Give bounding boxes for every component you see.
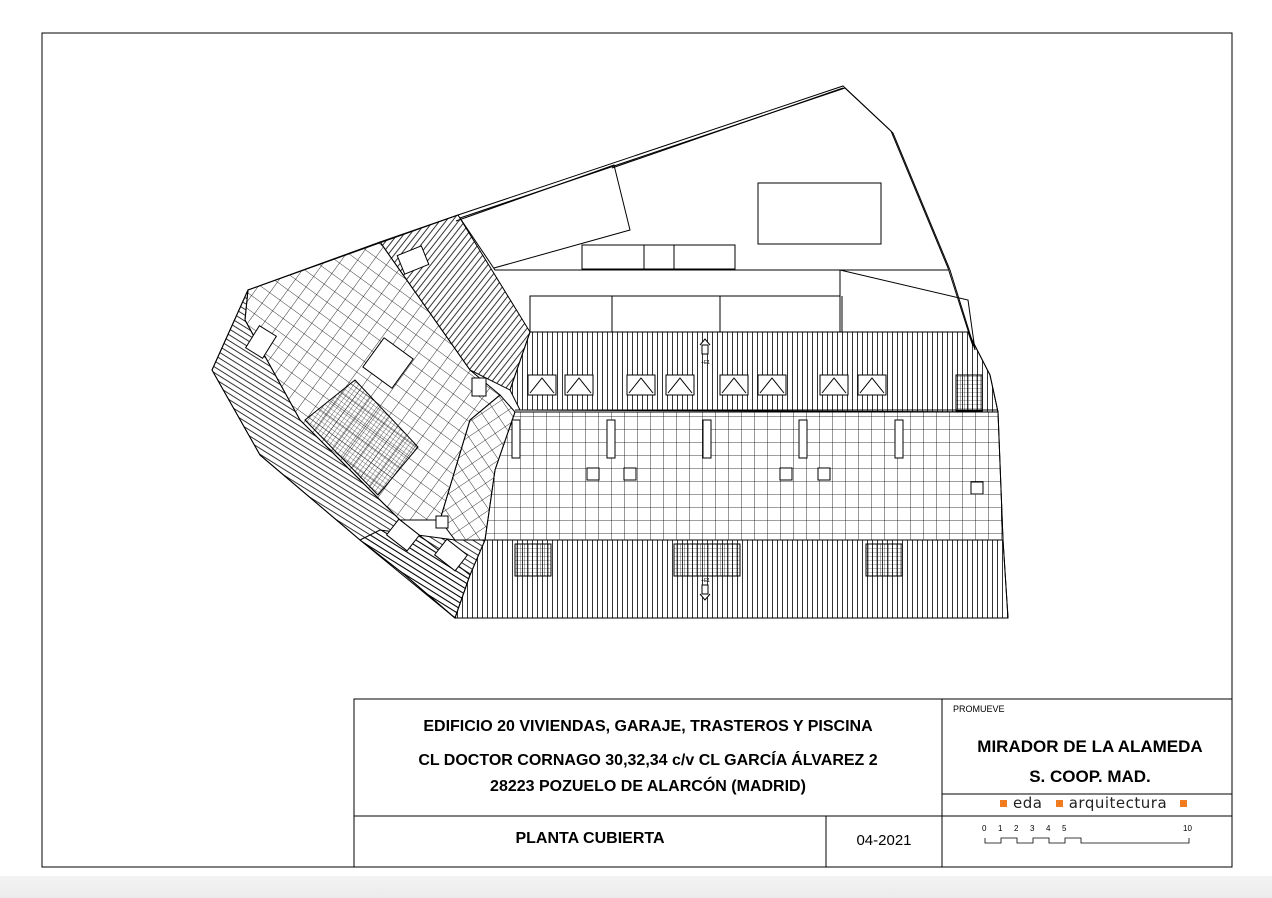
scale-tick: 4 bbox=[1046, 824, 1051, 833]
scale-tick: 10 bbox=[1183, 824, 1192, 833]
level-marker-north: +E1 bbox=[701, 360, 711, 366]
scale-tick: 1 bbox=[998, 824, 1003, 833]
courtyard-outline bbox=[460, 88, 975, 350]
project-city: 28223 POZUELO DE ALARCÓN (MADRID) bbox=[490, 778, 806, 795]
scale-tick: 5 bbox=[1062, 824, 1067, 833]
scale-tick: 0 bbox=[982, 824, 987, 833]
roof-deck-main bbox=[485, 412, 1003, 540]
architect-logo bbox=[1000, 794, 1193, 812]
viewer-bottom-bar bbox=[0, 876, 1272, 898]
scale-tick: 3 bbox=[1030, 824, 1035, 833]
promueve-label: PROMUEVE bbox=[953, 704, 1005, 714]
promoter-name bbox=[945, 732, 1235, 792]
project-title: EDIFICIO 20 VIVIENDAS, GARAJE, TRASTEROS Y PISCINA bbox=[423, 718, 873, 735]
project-address: CL DOCTOR CORNAGO 30,32,34 c/v CL GARCÍA ÁLVAREZ 2 bbox=[418, 752, 878, 769]
promoter-line2: S. COOP. MAD. bbox=[1029, 767, 1151, 786]
sheet-date: 04-2021 bbox=[856, 832, 912, 849]
scale-tick: 2 bbox=[1014, 824, 1019, 833]
level-marker-south: +E1 bbox=[701, 578, 711, 584]
graphic-scale bbox=[985, 838, 1189, 843]
brand-square-icon bbox=[1056, 800, 1063, 807]
brand-square-icon bbox=[1180, 800, 1187, 807]
brand-square-icon bbox=[1000, 800, 1007, 807]
roof-slope-north bbox=[510, 332, 998, 412]
sheet-title: PLANTA CUBIERTA bbox=[515, 830, 665, 847]
promoter-line1: MIRADOR DE LA ALAMEDA bbox=[977, 737, 1203, 756]
brand-right: arquitectura bbox=[1068, 794, 1168, 812]
brand-left: eda bbox=[1013, 794, 1043, 812]
project-info bbox=[354, 714, 942, 800]
roof-plan bbox=[212, 86, 1008, 618]
